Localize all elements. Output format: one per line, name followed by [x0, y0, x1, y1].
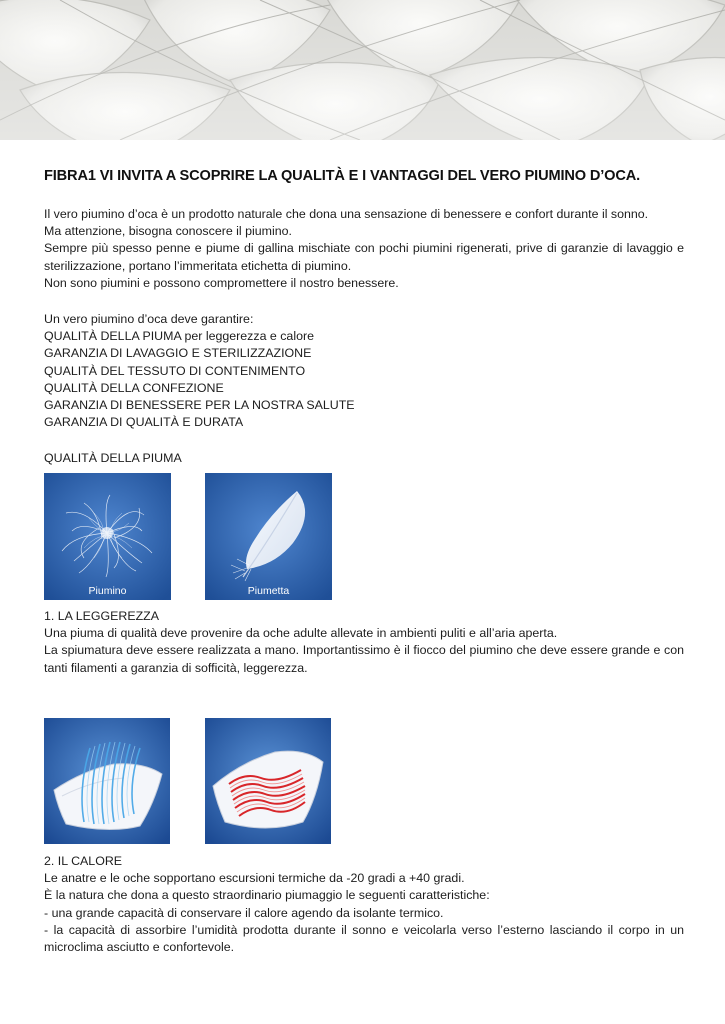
calore-line: - una grande capacità di conservare il calore agendo da isolante termico. — [44, 905, 444, 920]
calore-line: È la natura che dona a questo straordinario piumaggio le seguenti caratteristiche: — [44, 888, 490, 903]
guarantees-lead: Un vero piumino d’oca deve garantire: — [44, 312, 254, 326]
guarantee-item-caps: QUALITÀ DELLA PIUMA — [44, 329, 182, 344]
page-title: FIBRA1 VI INVITA A SCOPRIRE LA QUALITÀ E I VANTAGGI DEL VERO PIUMINO D’OCA. — [44, 168, 641, 184]
intro-line: Non sono piumini e possono compromettere il nostro benessere. — [44, 275, 399, 290]
calore-line: Le anatre e le oche sopportano escursioni termiche da -20 gradi a +40 gradi. — [44, 871, 465, 886]
calore-heading: 2. IL CALORE — [44, 854, 123, 868]
guarantee-item: GARANZIA DI BENESSERE PER LA NOSTRA SALUTE — [44, 398, 355, 413]
intro-line: Sempre più spesso penne e piume di gallina mischiate con pochi piumini rigenerati, prive di garanzie di lavaggio e sterilizzazione, portano l’immeritata etichetta di piumino. — [44, 241, 684, 273]
guarantee-item: GARANZIA DI QUALITÀ E DURATA — [44, 415, 244, 430]
intro-paragraph — [44, 206, 684, 292]
leggerezza-line: Una piuma di qualità deve provenire da oche adulte allevate in ambienti puliti e all’aria aperta. — [44, 626, 558, 641]
piumino-photo — [44, 473, 171, 600]
guarantee-item: GARANZIA DI LAVAGGIO E STERILIZZAZIONE — [44, 346, 312, 361]
guarantee-item — [44, 328, 684, 345]
guarantee-item: QUALITÀ DELLA CONFEZIONE — [44, 380, 224, 395]
calore-line: - la capacità di assorbire l’umidità prodotta durante il sonno e veicolarla verso l’esterno lasciando il corpo in un microclima asciutto e confortevole. — [44, 922, 684, 955]
warmth-illustration — [205, 718, 331, 844]
piumetta-photo — [205, 473, 332, 600]
blue-airflow-image — [44, 718, 170, 844]
red-heat-image — [205, 718, 331, 844]
breathability-illustration — [44, 718, 170, 844]
leggerezza-line: La spiumatura deve essere realizzata a mano. Importantissimo è il fiocco del piumino che deve essere grande e con tanti filamenti a garanzia di sofficità, leggerezza. — [44, 643, 684, 675]
guarantee-item-rest: per leggerezza e calore — [181, 329, 314, 344]
feather-image — [205, 473, 332, 600]
piumino-caption: Piumino — [88, 585, 127, 597]
down-cluster-image — [44, 473, 171, 600]
duvet-illustration — [0, 0, 725, 140]
piumetta-caption: Piumetta — [247, 585, 290, 597]
leggerezza-section — [44, 608, 684, 677]
intro-line: Ma attenzione, bisogna conoscere il piumino. — [44, 224, 292, 239]
guarantees-list — [44, 311, 684, 431]
section-heading: QUALITÀ DELLA PIUMA — [44, 451, 182, 465]
duvet-photo — [0, 0, 725, 140]
leggerezza-heading: 1. LA LEGGEREZZA — [44, 609, 160, 623]
calore-section — [44, 853, 684, 956]
guarantee-item: QUALITÀ DEL TESSUTO DI CONTENIMENTO — [44, 363, 306, 378]
intro-line: Il vero piumino d’oca è un prodotto naturale che dona una sensazione di benessere e confort durante il sonno. — [44, 207, 649, 221]
